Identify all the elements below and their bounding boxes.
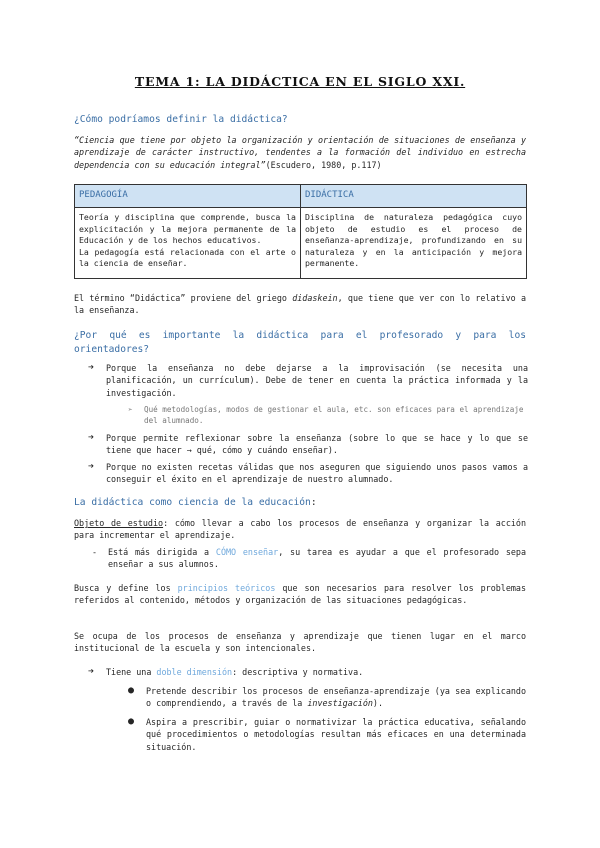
- dot-bullet-icon: ●: [128, 685, 135, 696]
- list-item: ● Pretende describir los procesos de enseñanza-aprendizaje (ya sea explicando o comprendiendo, a través de la investigación).: [128, 685, 526, 709]
- objeto-paragraph: Objeto de estudio: cómo llevar a cabo los procesos de enseñanza y organizar la acción para incrementar el aprendizaje.: [74, 518, 526, 541]
- table-cell-didactica: [301, 208, 527, 279]
- table-header-pedagogia: PEDAGOGÍA: [75, 185, 301, 208]
- processes-paragraph: Se ocupa de los procesos de enseñanza y aprendizaje que tienen lugar en el marco institucional de la escuela y son intencionales.: [74, 631, 526, 654]
- arrow-right-icon: ➔: [88, 666, 95, 677]
- etymology-paragraph: El término “Didáctica” proviene del griego didaskein, que tiene que ver con lo relativo a la enseñanza.: [74, 293, 526, 316]
- list-item: ➔ Porque no existen recetas válidas que nos aseguren que siguiendo unos pasos vamos a conseguir el éxito en el aprendizaje de nuestro alumnado.: [88, 461, 528, 485]
- table-cell-pedagogia: [75, 208, 301, 279]
- arrowhead-bullet-icon: ➢: [128, 405, 133, 414]
- dash-bullet-icon: -: [92, 547, 98, 557]
- pedagogia-relation: La pedagogía está relacionada con el arte o la ciencia de enseñar.: [79, 246, 296, 269]
- list-item: ➔ Tiene una doble dimensión: descriptiva y normativa.: [88, 666, 364, 677]
- dot-bullet-icon: ●: [128, 716, 135, 727]
- page-title: TEMA 1: LA DIDÁCTICA EN EL SIGLO XXI.: [134, 74, 466, 89]
- arrow-right-icon: ➔: [88, 362, 95, 373]
- table-header-didactica: DIDÁCTICA: [301, 185, 527, 208]
- heading-science: La didáctica como ciencia de la educación:: [74, 497, 317, 508]
- principles-paragraph: Busca y define los principios teóricos que son necesarios para resolver los problemas referidos al contenido, métodos y organización de las situaciones pedagógicas.: [74, 583, 527, 606]
- list-item: ➔ Porque la enseñanza no debe dejarse a la improvisación (se necesita una planificación, un currículum). Debe de tener en cuenta la práctica informada y la investigación.: [88, 362, 528, 398]
- heading-definition: ¿Cómo podríamos definir la didáctica?: [74, 114, 288, 125]
- list-item: - Está más dirigida a CÓMO enseñar, su tarea es ayudar a que el profesorado sepa enseñar a sus alumnos.: [92, 547, 526, 570]
- sub-list-item: ➢ Qué metodologías, modos de gestionar el aula, etc. son eficaces para el aprendizaje del alumnado.: [128, 405, 524, 426]
- comparison-table: [74, 184, 527, 279]
- heading-importance: ¿Por qué es importante la didáctica para el profesorado y para los orientadores?: [74, 330, 526, 355]
- definition-quote: “Ciencia que tiene por objeto la organización y orientación de situaciones de enseñanza y aprendizaje de carácter instructivo, tendentes a la formación del individuo en estrecha dependencia con su educación integral”(Escudero, 1980, p.117): [74, 135, 526, 170]
- list-item: ➔ Porque permite reflexionar sobre la enseñanza (sobre lo que se hace y lo que se tiene que hacer → qué, cómo y cuándo enseñar).: [88, 432, 528, 456]
- list-item: ● Aspira a prescribir, guiar o normativizar la práctica educativa, señalando qué procedimientos o metodologías resultan más eficaces en una determinada situación.: [128, 716, 526, 752]
- arrow-right-icon: ➔: [88, 461, 95, 472]
- didactica-definition: Disciplina de naturaleza pedagógica cuyo objeto de estudio es el proceso de enseñanza-aprendizaje, profundizando en su naturaleza y en la anticipación y mejora permanente.: [305, 212, 522, 269]
- pedagogia-definition: Teoría y disciplina que comprende, busca la explicitación y la mejora permanente de la Educación y de los hechos educativos.: [79, 212, 296, 246]
- arrow-right-icon: ➔: [88, 432, 95, 443]
